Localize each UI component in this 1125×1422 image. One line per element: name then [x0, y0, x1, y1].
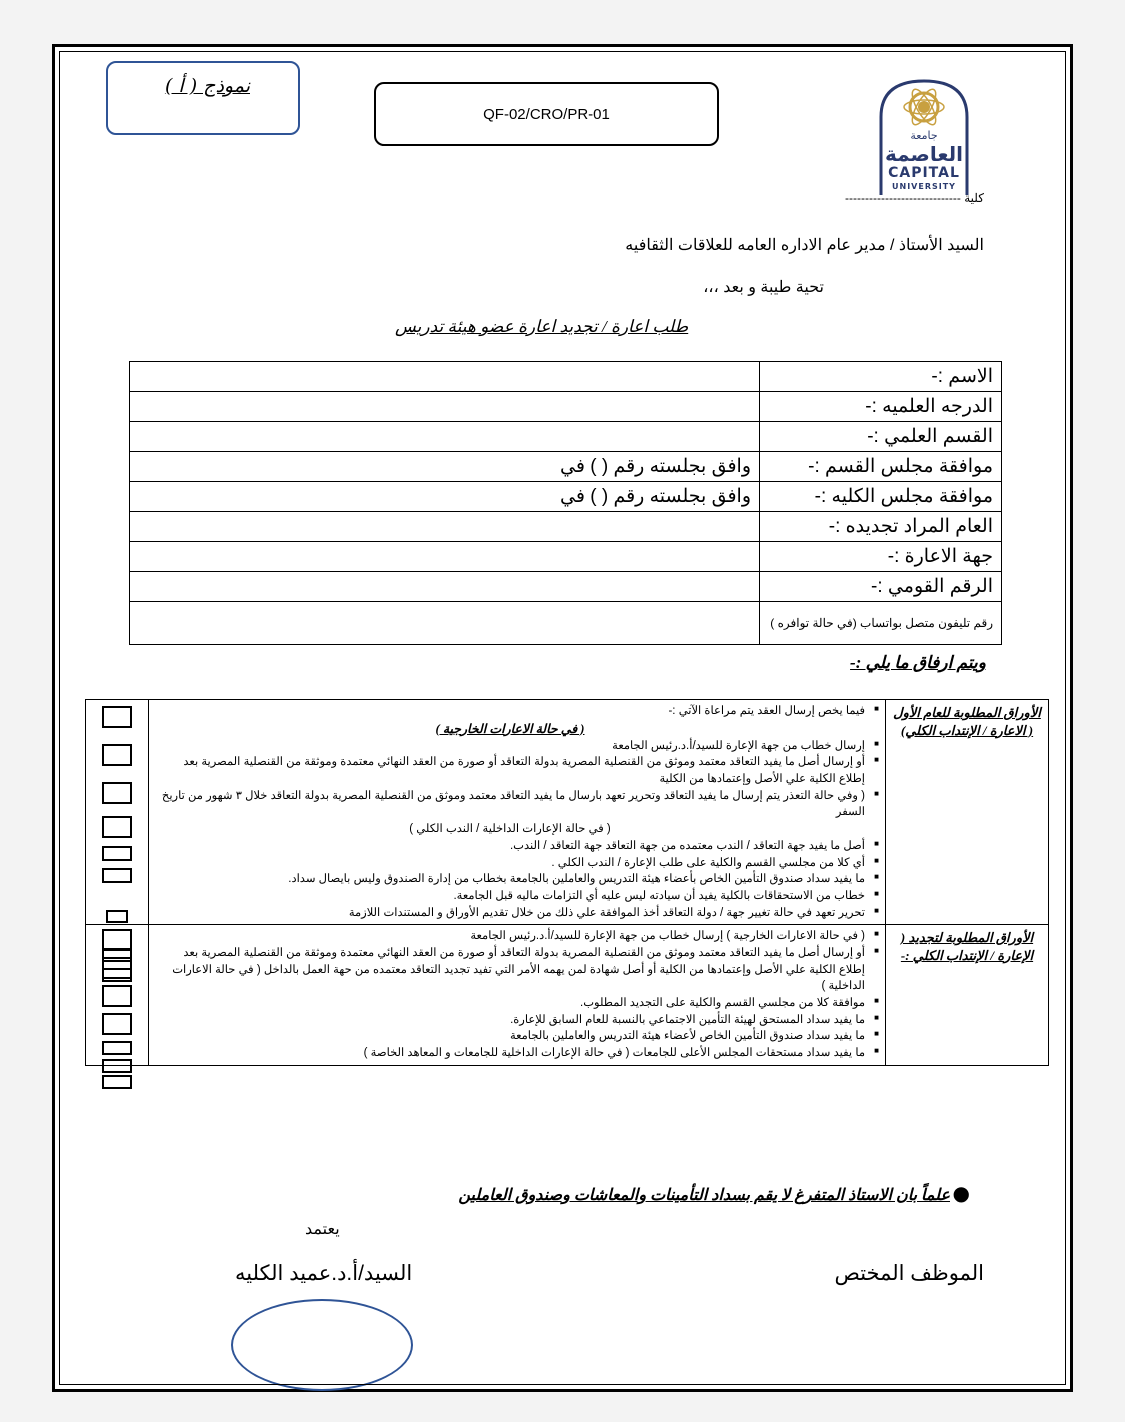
checkbox[interactable]	[102, 782, 132, 804]
form-code-box	[374, 82, 719, 146]
renewal-year-label: العام المراد تجديده :-	[760, 512, 1002, 542]
logo-arabic-top: جامعة	[910, 129, 938, 142]
info-table	[129, 361, 1002, 645]
checkbox[interactable]	[102, 957, 132, 979]
list-item: ■ أي كلا من مجلسي القسم والكلية على طلب الإعارة / الندب الكلي .	[155, 855, 865, 872]
list-item: ■ إرسال خطاب من جهة الإعارة للسيد/أ.د.رئيس الجامعة	[155, 738, 865, 755]
requirements-table	[85, 699, 1049, 1066]
checkbox[interactable]	[102, 816, 132, 838]
list-item: ■ تحرير تعهد في حالة تغيير جهة / دولة التعاقد أخذ الموافقة علي ذلك من خلال تقديم الأوراق و المستندات اللازمة	[155, 905, 865, 922]
attachments-title: ويتم ارفاق ما يلي :-	[850, 653, 986, 672]
table-row	[130, 602, 1002, 645]
faculty-council-field[interactable]: وافق بجلسته رقم ( ) في	[130, 482, 760, 512]
checkbox[interactable]	[102, 1075, 132, 1089]
secondment-entity-field[interactable]	[130, 542, 760, 572]
stamp-oval	[231, 1299, 413, 1391]
list-item: ■ فيما يخص إرسال العقد يتم مراعاة الآتي :-	[155, 703, 865, 720]
list-item: ■ خطاب من الاستحقاقات بالكلية يفيد أن سيادته ليس عليه أي التزامات ماليه قبل الجامعة.	[155, 888, 865, 905]
checkbox[interactable]	[102, 929, 132, 951]
name-field[interactable]	[130, 362, 760, 392]
model-label: نموذج ( أ )	[164, 75, 250, 97]
name-label: الاسم :-	[760, 362, 1002, 392]
note-bullet: ●	[952, 1181, 970, 1205]
checkbox[interactable]	[102, 1041, 132, 1055]
model-label-box	[106, 61, 300, 135]
logo-arabic-name: العاصمة	[884, 142, 964, 166]
table-row	[130, 482, 1002, 512]
renewal-checkboxes	[86, 925, 149, 1065]
note-text: علماً بان الاستاذ المتفرغ لا يقم بسداد التأمينات والمعاشات وصندوق العاملين	[458, 1187, 950, 1204]
checkbox[interactable]	[102, 1013, 132, 1035]
list-item: ■ موافقة كلا من مجلسي القسم والكلية على التجديد المطلوب.	[155, 995, 865, 1012]
checkbox[interactable]	[102, 744, 132, 766]
subject-title: طلب اعارة / تجديد اعارة عضو هيئة تدريس	[395, 317, 689, 336]
first-year-list	[149, 700, 886, 925]
approve-label: يعتمد	[305, 1221, 340, 1238]
dept-council-label: موافقة مجلس القسم :-	[760, 452, 1002, 482]
checkbox[interactable]	[102, 868, 132, 883]
table-row	[130, 422, 1002, 452]
form-code: QF-02/CRO/PR-01	[483, 105, 610, 123]
list-item: ■ ( وفي حالة التعذر يتم إرسال ما يفيد التعاقد وتحرير تعهد بارسال ما يفيد التعاقد معتمد وموثق من القنصلية المصرية بدولة التعاقد خلال ٣ شهور من تاريخ السفر	[155, 788, 865, 821]
external-section-title: ( في حالة الاعارات الخارجية )	[435, 721, 585, 736]
renewal-heading: الأوراق المطلوبة لتجديد ( الإعارة / الإنتداب الكلي :-	[886, 925, 1049, 1065]
table-row	[130, 452, 1002, 482]
renewal-list	[149, 925, 886, 1065]
phone-field[interactable]	[130, 602, 760, 645]
phone-label: رقم تليفون متصل بواتساب (في حالة توافره )	[760, 602, 1002, 645]
list-item: ■ ما يفيد سداد المستحق لهيئة التأمين الاجتماعي بالنسبة للعام السابق للإعارة.	[155, 1012, 865, 1029]
checkbox[interactable]	[102, 846, 132, 861]
internal-section-title: ( في حالة الإعارات الداخلية / الندب الكلي )	[409, 823, 611, 836]
table-row	[130, 362, 1002, 392]
logo-english-2: UNIVERSITY	[892, 182, 956, 191]
dean-signature-label: السيد/أ.د.عميد الكليه	[235, 1262, 413, 1285]
list-item: ■ ما يفيد سداد مستحقات المجلس الأعلى للجامعات ( في حالة الإعارات الداخلية للجامعات و المعاهد الخاصة )	[155, 1045, 865, 1062]
table-row	[86, 925, 1049, 1065]
national-id-field[interactable]	[130, 572, 760, 602]
table-row	[130, 542, 1002, 572]
list-item: ■ أو إرسال أصل ما يفيد التعاقد معتمد وموثق من القنصلية المصرية بدولة التعاقد أو صورة من العقد النهائي معتمدة وموثقة من القنصلية المصرية بعد إطلاع الكلية علي الأصل وإعتمادها من الكلية	[155, 754, 865, 787]
table-row	[130, 392, 1002, 422]
greeting: تحية طيبة و بعد ،،،	[703, 279, 824, 296]
table-row	[86, 700, 1049, 925]
list-item: ■ ما يفيد سداد صندوق التأمين الخاص لأعضاء هيئة التدريس والعاملين بالجامعة	[155, 1028, 865, 1045]
checkbox[interactable]	[102, 985, 132, 1007]
renewal-year-field[interactable]	[130, 512, 760, 542]
list-item: ■ ( في حالة الاعارات الخارجية ) إرسال خطاب من جهة الإعارة للسيد/أ.د.رئيس الجامعة	[155, 928, 865, 945]
faculty-council-label: موافقة مجلس الكليه :-	[760, 482, 1002, 512]
degree-field[interactable]	[130, 392, 760, 422]
checkbox[interactable]	[106, 910, 128, 923]
degree-label: الدرجه العلميه :-	[760, 392, 1002, 422]
dept-council-field[interactable]: وافق بجلسته رقم ( ) في	[130, 452, 760, 482]
college-line: كلية -----------------------------	[845, 191, 984, 205]
department-label: القسم العلمي :-	[760, 422, 1002, 452]
list-item: ■ أو إرسال أصل ما يفيد التعاقد معتمد وموثق من القنصلية المصرية بدولة التعاقد أو صورة من العقد النهائي معتمدة وموثقة من القنصلية المصرية بعد إطلاع الكلية علي الأصل وإعتمادها من الكلية أو أصل شهادة لمن يهمه الأمر التي تفيد تجديد التعاقد معتمده من حهة العمل بالداخل ( في حالة الاعارات الداخلية )	[155, 945, 865, 995]
secondment-entity-label: جهة الاعارة :-	[760, 542, 1002, 572]
department-field[interactable]	[130, 422, 760, 452]
national-id-label: الرقم القومي :-	[760, 572, 1002, 602]
logo-english-1: CAPITAL	[888, 165, 960, 181]
table-row	[130, 572, 1002, 602]
table-row	[130, 512, 1002, 542]
first-year-checkboxes	[86, 700, 149, 925]
university-logo	[861, 77, 987, 197]
employee-signature-label: الموظف المختص	[834, 1262, 984, 1285]
list-item: ■ أصل ما يفيد جهة التعاقد / الندب معتمده من جهة التعاقد جهة التعاقد / الندب.	[155, 838, 865, 855]
checkbox[interactable]	[102, 706, 132, 728]
list-item: ■ ما يفيد سداد صندوق التأمين الخاص بأعضاء هيئة التدريس والعاملين بالجامعة بخطاب من إدارة الصندوق وليس بايصال سداد.	[155, 871, 865, 888]
addressee: السيد الأستاذ / مدير عام الاداره العامه للعلاقات الثقافيه	[625, 237, 984, 254]
checkbox[interactable]	[102, 1059, 132, 1073]
first-year-heading: الأوراق المطلوبة للعام الأول ( الاعارة / الإنتداب الكلي)	[886, 700, 1049, 925]
form-page	[52, 44, 1073, 1392]
